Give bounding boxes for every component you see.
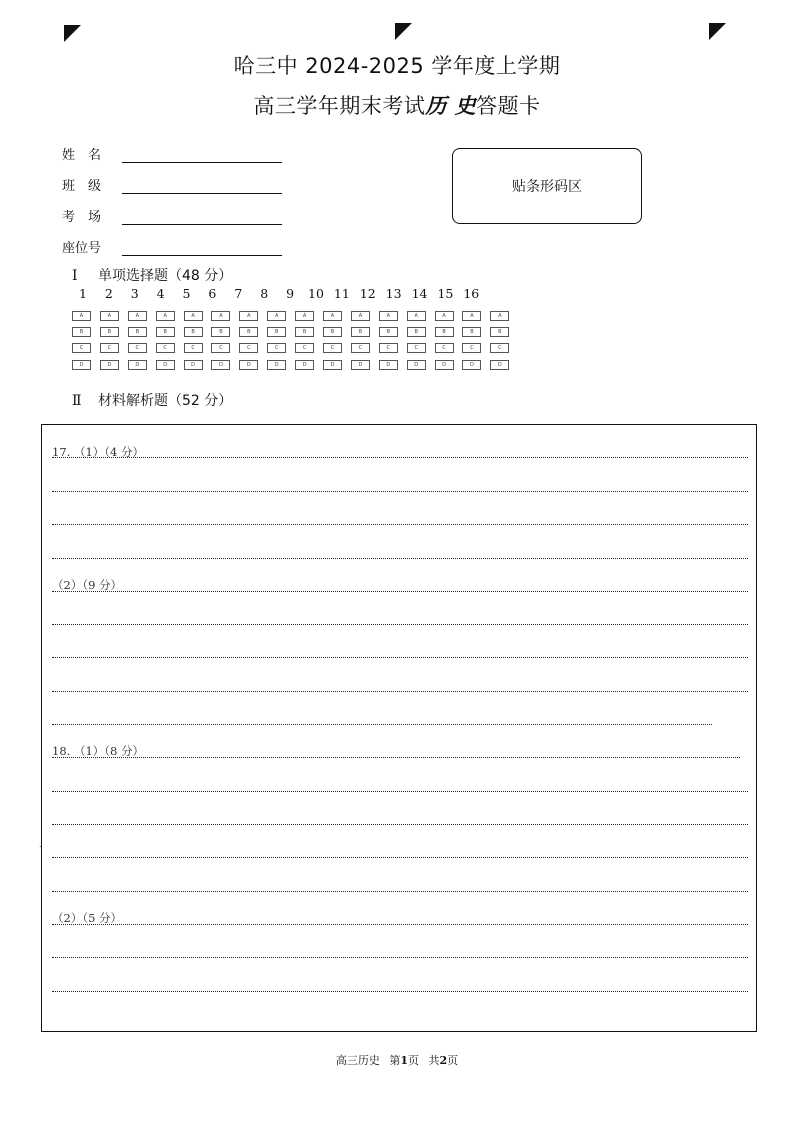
question-number: 5 <box>182 286 191 301</box>
answer-bubble[interactable]: D <box>156 360 175 370</box>
answer-bubble[interactable]: B <box>490 327 509 337</box>
answer-bubble[interactable]: C <box>490 343 509 353</box>
answer-line[interactable] <box>52 457 748 458</box>
answer-bubble[interactable]: B <box>407 327 426 337</box>
answer-bubble[interactable]: D <box>100 360 119 370</box>
answer-line[interactable] <box>52 991 748 992</box>
answer-bubble[interactable]: A <box>490 311 509 321</box>
answer-line[interactable] <box>52 757 740 758</box>
answer-bubble[interactable]: C <box>211 343 230 353</box>
answer-bubble[interactable]: A <box>435 311 454 321</box>
answer-line[interactable] <box>52 524 748 525</box>
footer-total-prefix: 共 <box>428 1054 440 1067</box>
question-number: 16 <box>463 286 480 301</box>
answer-box[interactable] <box>41 424 757 1032</box>
answer-bubble[interactable]: B <box>295 327 314 337</box>
bubble-row-a <box>72 311 518 321</box>
question-number: 2 <box>104 286 113 301</box>
answer-bubble[interactable]: A <box>100 311 119 321</box>
info-row-room <box>62 206 282 225</box>
footer-page-number: 1 <box>400 1054 408 1067</box>
seat-number-field[interactable] <box>122 240 282 256</box>
question-number: 7 <box>234 286 243 301</box>
answer-line[interactable] <box>52 558 748 559</box>
answer-bubble[interactable]: D <box>211 360 230 370</box>
answer-bubble[interactable]: C <box>100 343 119 353</box>
answer-bubble[interactable]: B <box>379 327 398 337</box>
info-label-class: 班 级 <box>62 179 102 194</box>
answer-bubble[interactable]: D <box>295 360 314 370</box>
answer-bubble[interactable]: D <box>239 360 258 370</box>
answer-bubble[interactable]: A <box>351 311 370 321</box>
question-number: 15 <box>437 286 454 301</box>
section1-heading <box>72 265 232 285</box>
footer-page-prefix: 第 <box>389 1054 401 1067</box>
question-number: 4 <box>156 286 165 301</box>
answer-line[interactable] <box>52 791 748 792</box>
answer-bubble[interactable]: B <box>211 327 230 337</box>
answer-line[interactable] <box>52 691 748 692</box>
question-number: 14 <box>411 286 428 301</box>
answer-bubble[interactable]: C <box>128 343 147 353</box>
answer-bubble[interactable]: A <box>128 311 147 321</box>
answer-line[interactable] <box>52 857 748 858</box>
question-number: 13 <box>385 286 402 301</box>
answer-bubble[interactable]: A <box>407 311 426 321</box>
question-18-1-label: 18. （1）（8 分） <box>52 744 144 758</box>
question-17-1-label: 17. （1）（4 分） <box>52 445 144 459</box>
answer-bubble[interactable]: C <box>295 343 314 353</box>
answer-bubble[interactable]: C <box>407 343 426 353</box>
answer-bubble[interactable]: B <box>184 327 203 337</box>
answer-bubble[interactable]: A <box>184 311 203 321</box>
answer-bubble[interactable]: C <box>267 343 286 353</box>
scan-artifact-mark: ˙ <box>38 846 43 856</box>
answer-bubble[interactable]: B <box>323 327 342 337</box>
answer-bubble[interactable]: B <box>351 327 370 337</box>
answer-bubble[interactable]: D <box>323 360 342 370</box>
answer-bubble[interactable]: C <box>435 343 454 353</box>
barcode-area <box>452 148 642 224</box>
registration-mark-center <box>395 23 412 40</box>
answer-bubble[interactable]: C <box>462 343 481 353</box>
bubble-row-b <box>72 327 518 337</box>
footer-subject: 高三历史 <box>335 1054 380 1067</box>
exam-room-field[interactable] <box>122 209 282 225</box>
answer-bubble[interactable]: D <box>267 360 286 370</box>
class-field[interactable] <box>122 178 282 194</box>
answer-bubble[interactable]: C <box>379 343 398 353</box>
info-row-name <box>62 144 282 163</box>
school-line: 哈三中 2024-2025 学年度上学期 <box>233 54 561 78</box>
answer-bubble[interactable]: B <box>267 327 286 337</box>
registration-mark-right <box>709 23 726 40</box>
exam-title <box>0 90 794 120</box>
title-prefix: 高三学年期末考试 <box>253 94 426 118</box>
question-number: 1 <box>78 286 87 301</box>
section2-heading <box>72 390 232 410</box>
info-row-seat <box>62 237 282 256</box>
question-number-row <box>70 286 484 301</box>
answer-bubble[interactable]: D <box>72 360 91 370</box>
answer-bubble[interactable]: C <box>72 343 91 353</box>
answer-bubble[interactable]: A <box>239 311 258 321</box>
answer-bubble[interactable]: A <box>379 311 398 321</box>
answer-bubble[interactable]: B <box>462 327 481 337</box>
barcode-label: 贴条形码区 <box>512 179 582 195</box>
answer-line[interactable] <box>52 491 748 492</box>
question-17-2-label: （2）（9 分） <box>52 578 123 592</box>
answer-bubble[interactable]: A <box>267 311 286 321</box>
section2-title: 材料解析题（52 分） <box>98 393 233 409</box>
answer-bubble[interactable]: B <box>100 327 119 337</box>
answer-bubble[interactable]: D <box>435 360 454 370</box>
info-row-class <box>62 175 282 194</box>
question-18-2-label: （2）（5 分） <box>52 911 123 925</box>
answer-line[interactable] <box>52 924 748 925</box>
info-label-name: 姓 名 <box>62 148 102 163</box>
footer-total-unit: 页 <box>447 1054 459 1067</box>
answer-bubble[interactable]: A <box>323 311 342 321</box>
answer-bubble[interactable]: C <box>239 343 258 353</box>
registration-mark-left <box>64 25 81 42</box>
answer-bubble[interactable]: D <box>184 360 203 370</box>
answer-bubble[interactable]: C <box>184 343 203 353</box>
answer-line[interactable] <box>52 957 748 958</box>
bubble-row-d <box>72 360 518 370</box>
answer-bubble[interactable]: B <box>435 327 454 337</box>
footer-total-pages: 2 <box>439 1054 448 1067</box>
question-number: 12 <box>359 286 376 301</box>
answer-line[interactable] <box>52 657 748 658</box>
answer-bubble[interactable]: D <box>462 360 481 370</box>
question-number: 9 <box>286 286 295 301</box>
answer-bubble[interactable]: D <box>407 360 426 370</box>
bubble-row-c <box>72 343 518 353</box>
answer-line[interactable] <box>52 824 748 825</box>
question-number: 10 <box>308 286 324 301</box>
question-number: 3 <box>130 286 139 301</box>
answer-bubble[interactable]: A <box>211 311 230 321</box>
answer-bubble[interactable]: A <box>72 311 91 321</box>
answer-bubble[interactable]: D <box>351 360 370 370</box>
answer-bubble[interactable]: D <box>379 360 398 370</box>
section2-roman: Ⅱ <box>72 393 82 409</box>
name-field[interactable] <box>122 147 282 163</box>
answer-line[interactable] <box>52 591 748 592</box>
title-suffix: 答题卡 <box>476 94 541 118</box>
answer-line[interactable] <box>52 724 712 725</box>
section1-title: 单项选择题（48 分） <box>98 268 233 284</box>
answer-line[interactable] <box>52 624 748 625</box>
answer-bubble[interactable]: A <box>462 311 481 321</box>
page-footer <box>0 1052 794 1068</box>
answer-bubble[interactable]: C <box>351 343 370 353</box>
answer-bubble[interactable]: C <box>323 343 342 353</box>
title-subject: 历 史 <box>425 93 477 118</box>
answer-bubble[interactable]: A <box>156 311 175 321</box>
question-number: 8 <box>260 286 269 301</box>
school-title <box>0 50 794 80</box>
answer-bubble[interactable]: D <box>490 360 509 370</box>
answer-bubble[interactable]: B <box>72 327 91 337</box>
answer-bubble[interactable]: D <box>128 360 147 370</box>
answer-bubble[interactable]: B <box>239 327 258 337</box>
answer-bubble[interactable]: B <box>128 327 147 337</box>
question-number: 11 <box>333 286 350 301</box>
answer-bubble[interactable]: B <box>156 327 175 337</box>
answer-bubble[interactable]: C <box>156 343 175 353</box>
question-number: 6 <box>208 286 217 301</box>
answer-bubble[interactable]: A <box>295 311 314 321</box>
answer-line[interactable] <box>52 891 748 892</box>
info-label-seat: 座位号 <box>62 241 102 256</box>
section1-roman: Ⅰ <box>72 268 78 284</box>
info-label-room: 考 场 <box>62 210 102 225</box>
footer-page-unit: 页 <box>408 1054 419 1067</box>
